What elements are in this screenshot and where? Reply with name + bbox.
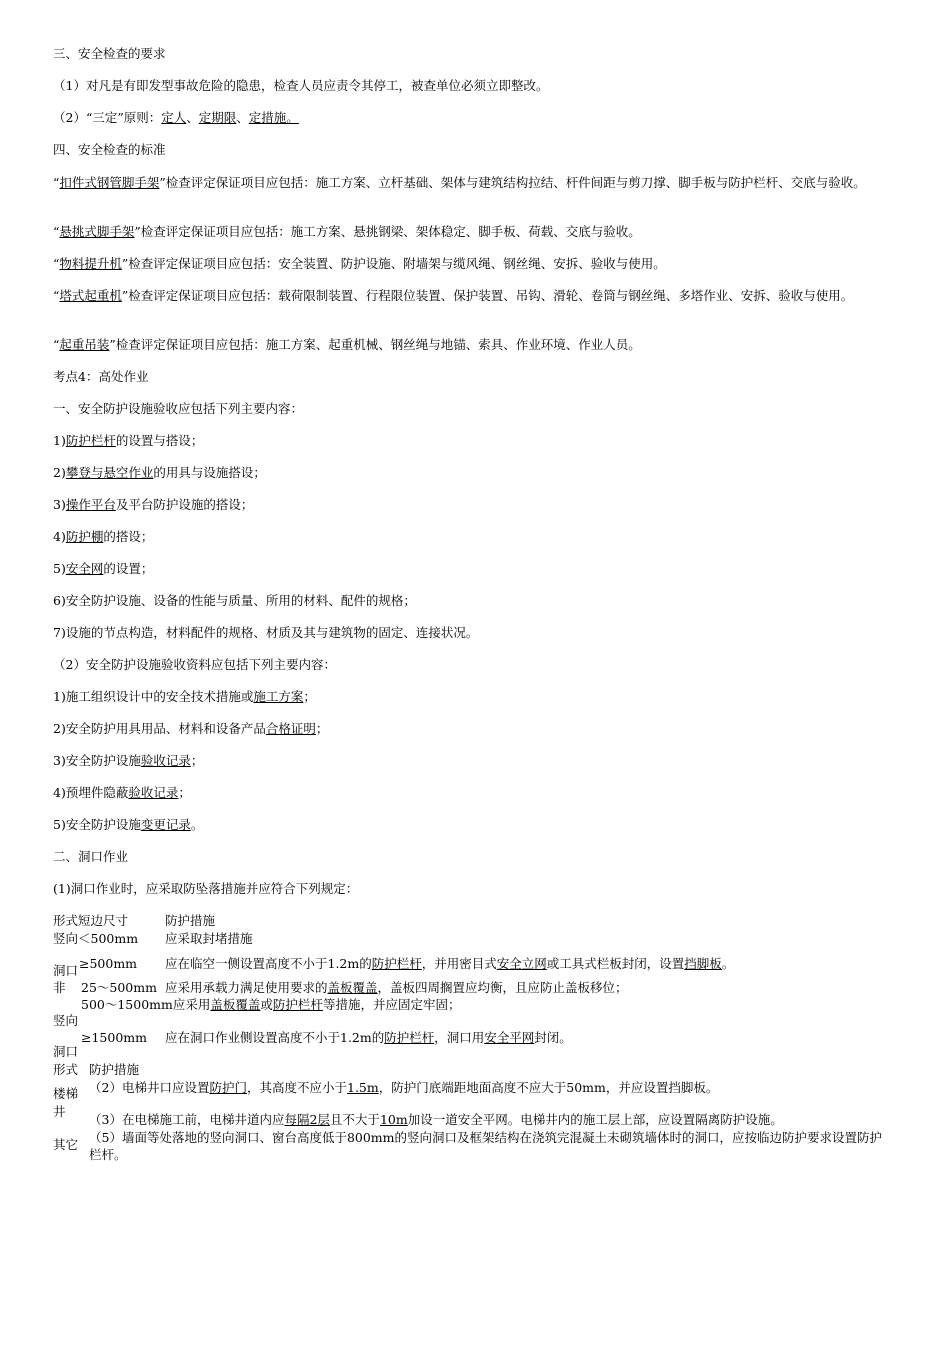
underlined-term: 攀登与悬空作业: [65, 465, 154, 480]
text-run: ，并用密目式: [421, 956, 497, 971]
table-cell: [53, 1103, 66, 1120]
underlined-term: 防护栏杆: [371, 956, 422, 971]
underlined-term: 1.5m: [347, 1080, 379, 1095]
table-cell: [165, 930, 253, 947]
text-run: 1)施工组织设计中的安全技术措施或: [53, 689, 254, 704]
text-run: “: [53, 288, 60, 303]
text-run: 防护措施: [165, 913, 216, 928]
underlined-term: 挡脚板: [684, 956, 722, 971]
text-run: （2）电梯井口应设置: [89, 1080, 210, 1095]
text-run: 、: [186, 110, 199, 125]
text-run: 3)安全防护设施: [53, 753, 141, 768]
text-run: 2): [53, 465, 66, 480]
text-run: 的设置；: [103, 561, 154, 576]
text-run: 或工具式栏板封闭，设置: [546, 956, 685, 971]
text-run: ≥1500mm: [81, 1030, 147, 1045]
text-run: （5）墙面等处落地的竖向洞口、窗台高度低于800mm的竖向洞口及框架结构在浇筑完混凝土未砌筑墙体时的洞口，应按临边防护要求设置防护栏杆。: [89, 1130, 883, 1162]
paragraph: [53, 560, 893, 577]
table-cell: [165, 912, 215, 929]
text-run: 应采用承载力满足使用要求的: [165, 980, 328, 995]
text-run: ≥500mm: [79, 956, 138, 971]
text-run: （2）“三定”原则：: [53, 110, 162, 125]
text-run: 形式短边尺寸: [53, 913, 129, 928]
underlined-term: 安全网: [65, 561, 104, 576]
paragraph: [53, 720, 893, 737]
text-run: 5)安全防护设施: [53, 817, 141, 832]
paragraph: [53, 141, 893, 158]
paragraph: [53, 287, 893, 304]
underlined-term: 验收记录: [128, 785, 179, 800]
paragraph: [53, 528, 893, 545]
text-run: 应在临空一侧设置高度不小于1.2m的: [165, 956, 372, 971]
text-run: ；: [303, 689, 316, 704]
text-run: 应采取封堵措施: [165, 931, 253, 946]
text-run: 。: [721, 956, 735, 971]
text-run: 加设一道安全平网。电梯井内的施工层上部，应设置隔离防护设施。: [407, 1112, 783, 1127]
text-run: 且不大于: [329, 1112, 380, 1127]
paragraph: [53, 496, 893, 513]
text-run: 二、洞口作业: [53, 849, 129, 864]
underlined-term: 防护栏杆: [65, 433, 116, 448]
table-cell: [89, 1079, 718, 1096]
paragraph: [53, 255, 893, 272]
text-run: ；: [190, 753, 204, 768]
text-run: 井: [53, 1104, 66, 1119]
text-run: 形式: [53, 1062, 79, 1077]
text-run: 4): [53, 529, 66, 544]
paragraph: [53, 336, 893, 353]
text-run: ”检查评定保证项目应包括：安全装置、防护设施、附墙架与缆风绳、钢丝绳、安拆、验收与使用。: [121, 256, 666, 271]
underlined-term: 验收记录: [140, 753, 191, 768]
text-run: ”检查评定保证项目应包括：施工方案、悬挑钢梁、架体稳定、脚手板、荷载、交底与验收。: [134, 224, 641, 239]
text-run: 2)安全防护用具用品、材料和设备产品: [53, 721, 266, 736]
text-run: ，洞口用: [434, 1030, 485, 1045]
table-cell: [81, 979, 157, 996]
text-run: 5): [53, 561, 66, 576]
text-run: （3）在电梯施工前，电梯井道内应: [89, 1112, 285, 1127]
table-cell: [53, 1043, 78, 1060]
paragraph: [53, 848, 893, 865]
text-run: ”检查评定保证项目应包括：载荷限制装置、行程限位装置、保护装置、吊钩、滑轮、卷筒与钢丝绳、多塔作业、安拆、验收与使用。: [121, 288, 854, 303]
underlined-term: 防护棚: [65, 529, 104, 544]
text-run: ；: [315, 721, 329, 736]
paragraph: [53, 464, 893, 481]
underlined-term: 操作平台: [65, 497, 116, 512]
table-cell: [53, 1012, 78, 1029]
table-cell: [53, 912, 128, 929]
paragraph: [53, 592, 893, 609]
text-run: ”检查评定保证项目应包括：施工方案、立杆基础、架体与建筑结构拉结、杆件间距与剪刀撑、脚手板与防护栏杆、交底与验收。: [159, 175, 866, 190]
text-run: 其它: [53, 1137, 79, 1152]
table-cell: [53, 1085, 78, 1102]
text-run: 应在洞口作业侧设置高度不小于1.2m的: [165, 1030, 385, 1045]
text-run: 的设置与搭设；: [115, 433, 204, 448]
underlined-term: 起重吊装: [59, 337, 110, 352]
underlined-term: 安全立网: [496, 956, 547, 971]
underlined-term: 定人: [161, 110, 187, 125]
paragraph: [53, 688, 893, 705]
paragraph: [53, 624, 893, 641]
table-cell: [53, 1136, 78, 1153]
text-run: 的搭设；: [103, 529, 154, 544]
text-run: 或: [260, 997, 273, 1012]
underlined-term: 防护门: [209, 1080, 247, 1095]
paragraph: [53, 223, 893, 240]
text-run: （1）对凡是有即发型事故危险的隐患，检查人员应责令其停工，被查单位必须立即整改。: [53, 78, 549, 93]
text-run: 防护措施: [89, 1062, 140, 1077]
underlined-term: 盖板覆盖: [210, 997, 261, 1012]
paragraph: [53, 816, 893, 833]
text-run: 洞口: [53, 1044, 79, 1059]
text-run: 7)设施的节点构造，材料配件的规格、材质及其与建筑物的固定、连接状况。: [53, 625, 479, 640]
table-cell: [165, 955, 734, 972]
underlined-term: 物料提升机: [59, 256, 122, 271]
text-run: 考点4：高处作业: [53, 369, 149, 384]
text-run: 竖向: [53, 1013, 79, 1028]
text-run: “: [53, 224, 60, 239]
text-run: 25～500mm: [81, 980, 157, 995]
table-cell: [89, 1111, 783, 1128]
paragraph: [53, 77, 893, 94]
underlined-term: 悬挑式脚手架: [59, 224, 135, 239]
text-run: ”检查评定保证项目应包括：施工方案、起重机械、钢丝绳与地锚、索具、作业环境、作业人员。: [109, 337, 641, 352]
paragraph: [53, 432, 893, 449]
text-run: “: [53, 337, 60, 352]
underlined-term: 扣件式钢管脚手架: [59, 175, 160, 190]
table-cell: [53, 930, 138, 947]
paragraph: [53, 45, 893, 62]
table-cell: [79, 955, 137, 972]
text-run: 4)预埋件隐蔽: [53, 785, 129, 800]
underlined-term: 合格证明: [265, 721, 316, 736]
paragraph: [53, 368, 893, 385]
text-run: 非: [53, 980, 66, 995]
table-cell: [53, 962, 78, 979]
paragraph: [53, 880, 893, 897]
text-run: ；: [178, 785, 191, 800]
paragraph: [53, 400, 893, 417]
table-cell: [165, 1029, 572, 1046]
underlined-term: 防护栏杆: [384, 1030, 435, 1045]
text-run: 及平台防护设施的搭设；: [115, 497, 254, 512]
text-run: 楼梯: [53, 1086, 79, 1101]
table-cell: [53, 1061, 78, 1078]
text-run: (1)洞口作业时，应采取防坠落措施并应符合下列规定：: [53, 881, 359, 896]
text-run: 封闭。: [534, 1030, 572, 1045]
underlined-term: 施工方案: [253, 689, 304, 704]
table-cell: [81, 996, 460, 1013]
paragraph: [53, 656, 893, 673]
text-run: 洞口: [53, 963, 79, 978]
text-run: 500～1500mm应采用: [81, 997, 211, 1012]
text-run: 三、安全检查的要求: [53, 46, 166, 61]
text-run: 1): [53, 433, 66, 448]
underlined-term: 定措施。: [248, 110, 299, 125]
text-run: ，防护门底端距地面高度不应大于50mm，并应设置挡脚板。: [378, 1080, 719, 1095]
table-cell: [89, 1129, 893, 1163]
underlined-term: 定期限: [198, 110, 237, 125]
underlined-term: 10m: [379, 1112, 408, 1127]
text-run: “: [53, 175, 60, 190]
paragraph: [53, 174, 893, 191]
table-cell: [53, 979, 66, 996]
table-cell: [89, 1061, 139, 1078]
text-run: 6)安全防护设施、设备的性能与质量、所用的材料、配件的规格；: [53, 593, 416, 608]
underlined-term: 变更记录: [140, 817, 191, 832]
text-run: 。: [190, 817, 204, 832]
text-run: ，其高度不应小于: [246, 1080, 347, 1095]
text-run: 一、安全防护设施验收应包括下列主要内容：: [53, 401, 304, 416]
text-run: 的用具与设施搭设；: [153, 465, 266, 480]
underlined-term: 安全平网: [484, 1030, 535, 1045]
paragraph: [53, 784, 893, 801]
paragraph: [53, 109, 893, 126]
text-run: 四、安全检查的标准: [53, 142, 166, 157]
paragraph: [53, 752, 893, 769]
underlined-term: 防护栏杆: [272, 997, 323, 1012]
underlined-term: 每隔2层: [284, 1112, 330, 1127]
text-run: 3): [53, 497, 66, 512]
underlined-term: 盖板覆盖: [327, 980, 378, 995]
text-run: （2）安全防护设施验收资料应包括下列主要内容：: [53, 657, 336, 672]
underlined-term: 塔式起重机: [59, 288, 122, 303]
text-run: 等措施，并应固定牢固；: [322, 997, 461, 1012]
text-run: ，盖板四周搁置应均衡，且应防止盖板移位；: [377, 980, 628, 995]
text-run: “: [53, 256, 60, 271]
text-run: 竖向＜500mm: [53, 931, 139, 946]
table-cell: [165, 979, 628, 996]
text-run: 、: [236, 110, 249, 125]
table-cell: [81, 1029, 147, 1046]
